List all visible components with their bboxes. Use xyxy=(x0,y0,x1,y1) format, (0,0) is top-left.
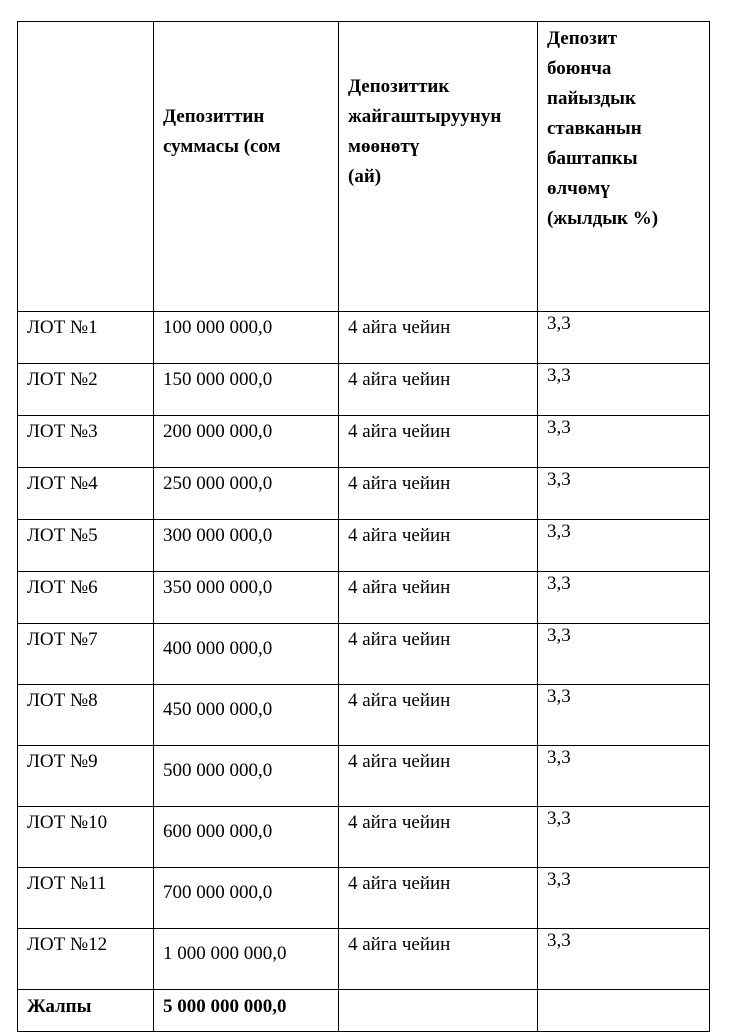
header-rate-line: өлчөмү xyxy=(547,178,610,199)
header-rate-line: пайыздык xyxy=(547,88,636,109)
header-sum-line: Депозиттин xyxy=(163,106,265,127)
sum-cell: 700 000 000,0 xyxy=(154,868,339,929)
sum-cell: 200 000 000,0 xyxy=(154,416,339,468)
header-rate-line: Депозит xyxy=(547,28,618,49)
lot-cell: ЛОТ №9 xyxy=(18,746,154,807)
term-cell: 4 айга чейин xyxy=(339,685,538,746)
table-row xyxy=(18,685,710,746)
total-sum: 5 000 000 000,0 xyxy=(154,990,339,1032)
deposit-table xyxy=(17,21,710,1032)
table-row xyxy=(18,520,710,572)
term-cell: 4 айга чейин xyxy=(339,572,538,624)
term-cell: 4 айга чейин xyxy=(339,312,538,364)
sum-cell: 150 000 000,0 xyxy=(154,364,339,416)
total-term xyxy=(339,990,538,1032)
lot-cell: ЛОТ №2 xyxy=(18,364,154,416)
lot-cell: ЛОТ №12 xyxy=(18,929,154,990)
sum-cell: 100 000 000,0 xyxy=(154,312,339,364)
term-cell: 4 айга чейин xyxy=(339,746,538,807)
table-row xyxy=(18,416,710,468)
sum-cell: 500 000 000,0 xyxy=(154,746,339,807)
lot-cell: ЛОТ №10 xyxy=(18,807,154,868)
rate-cell: 3,3 xyxy=(538,868,710,929)
sum-cell: 250 000 000,0 xyxy=(154,468,339,520)
lot-cell: ЛОТ №4 xyxy=(18,468,154,520)
table-row xyxy=(18,312,710,364)
rate-cell: 3,3 xyxy=(538,624,710,685)
header-term-line: мөөнөтү xyxy=(348,136,420,157)
table-row xyxy=(18,624,710,685)
term-cell: 4 айга чейин xyxy=(339,807,538,868)
header-row xyxy=(18,22,710,312)
sum-cell: 400 000 000,0 xyxy=(154,624,339,685)
term-cell: 4 айга чейин xyxy=(339,364,538,416)
rate-cell: 3,3 xyxy=(538,807,710,868)
total-label: Жалпы xyxy=(18,990,154,1032)
table-row xyxy=(18,868,710,929)
header-term-line: (ай) xyxy=(348,166,382,187)
total-rate xyxy=(538,990,710,1032)
lot-cell: ЛОТ №6 xyxy=(18,572,154,624)
header-cell-term xyxy=(339,22,538,312)
total-row xyxy=(18,990,710,1032)
term-cell: 4 айга чейин xyxy=(339,624,538,685)
term-cell: 4 айга чейин xyxy=(339,520,538,572)
table-row xyxy=(18,807,710,868)
rate-cell: 3,3 xyxy=(538,364,710,416)
term-cell: 4 айга чейин xyxy=(339,929,538,990)
sum-cell: 450 000 000,0 xyxy=(154,685,339,746)
header-sum-line: суммасы (сом xyxy=(163,136,281,157)
lot-cell: ЛОТ №1 xyxy=(18,312,154,364)
table-row xyxy=(18,364,710,416)
sum-cell: 300 000 000,0 xyxy=(154,520,339,572)
header-cell-sum xyxy=(154,22,339,312)
rate-cell: 3,3 xyxy=(538,929,710,990)
header-term-line: Депозиттик xyxy=(348,76,450,97)
term-cell: 4 айга чейин xyxy=(339,416,538,468)
header-rate-line: (жылдык %) xyxy=(547,208,659,229)
rate-cell: 3,3 xyxy=(538,312,710,364)
term-cell: 4 айга чейин xyxy=(339,868,538,929)
table-row xyxy=(18,468,710,520)
lot-cell: ЛОТ №7 xyxy=(18,624,154,685)
rate-cell: 3,3 xyxy=(538,520,710,572)
rate-cell: 3,3 xyxy=(538,416,710,468)
rate-cell: 3,3 xyxy=(538,685,710,746)
header-cell-rate xyxy=(538,22,710,312)
rate-cell: 3,3 xyxy=(538,746,710,807)
sum-cell: 350 000 000,0 xyxy=(154,572,339,624)
sum-cell: 600 000 000,0 xyxy=(154,807,339,868)
header-cell-lot xyxy=(18,22,154,312)
lot-cell: ЛОТ №8 xyxy=(18,685,154,746)
table-row xyxy=(18,929,710,990)
header-rate-line: ставканын xyxy=(547,118,642,139)
header-rate-line: боюнча xyxy=(547,58,612,79)
lot-cell: ЛОТ №3 xyxy=(18,416,154,468)
table-row xyxy=(18,572,710,624)
table-row xyxy=(18,746,710,807)
term-cell: 4 айга чейин xyxy=(339,468,538,520)
rate-cell: 3,3 xyxy=(538,572,710,624)
lot-cell: ЛОТ №11 xyxy=(18,868,154,929)
header-term-line: жайгаштыруунун xyxy=(348,106,502,127)
header-rate-line: баштапкы xyxy=(547,148,638,169)
lot-cell: ЛОТ №5 xyxy=(18,520,154,572)
rate-cell: 3,3 xyxy=(538,468,710,520)
sum-cell: 1 000 000 000,0 xyxy=(154,929,339,990)
